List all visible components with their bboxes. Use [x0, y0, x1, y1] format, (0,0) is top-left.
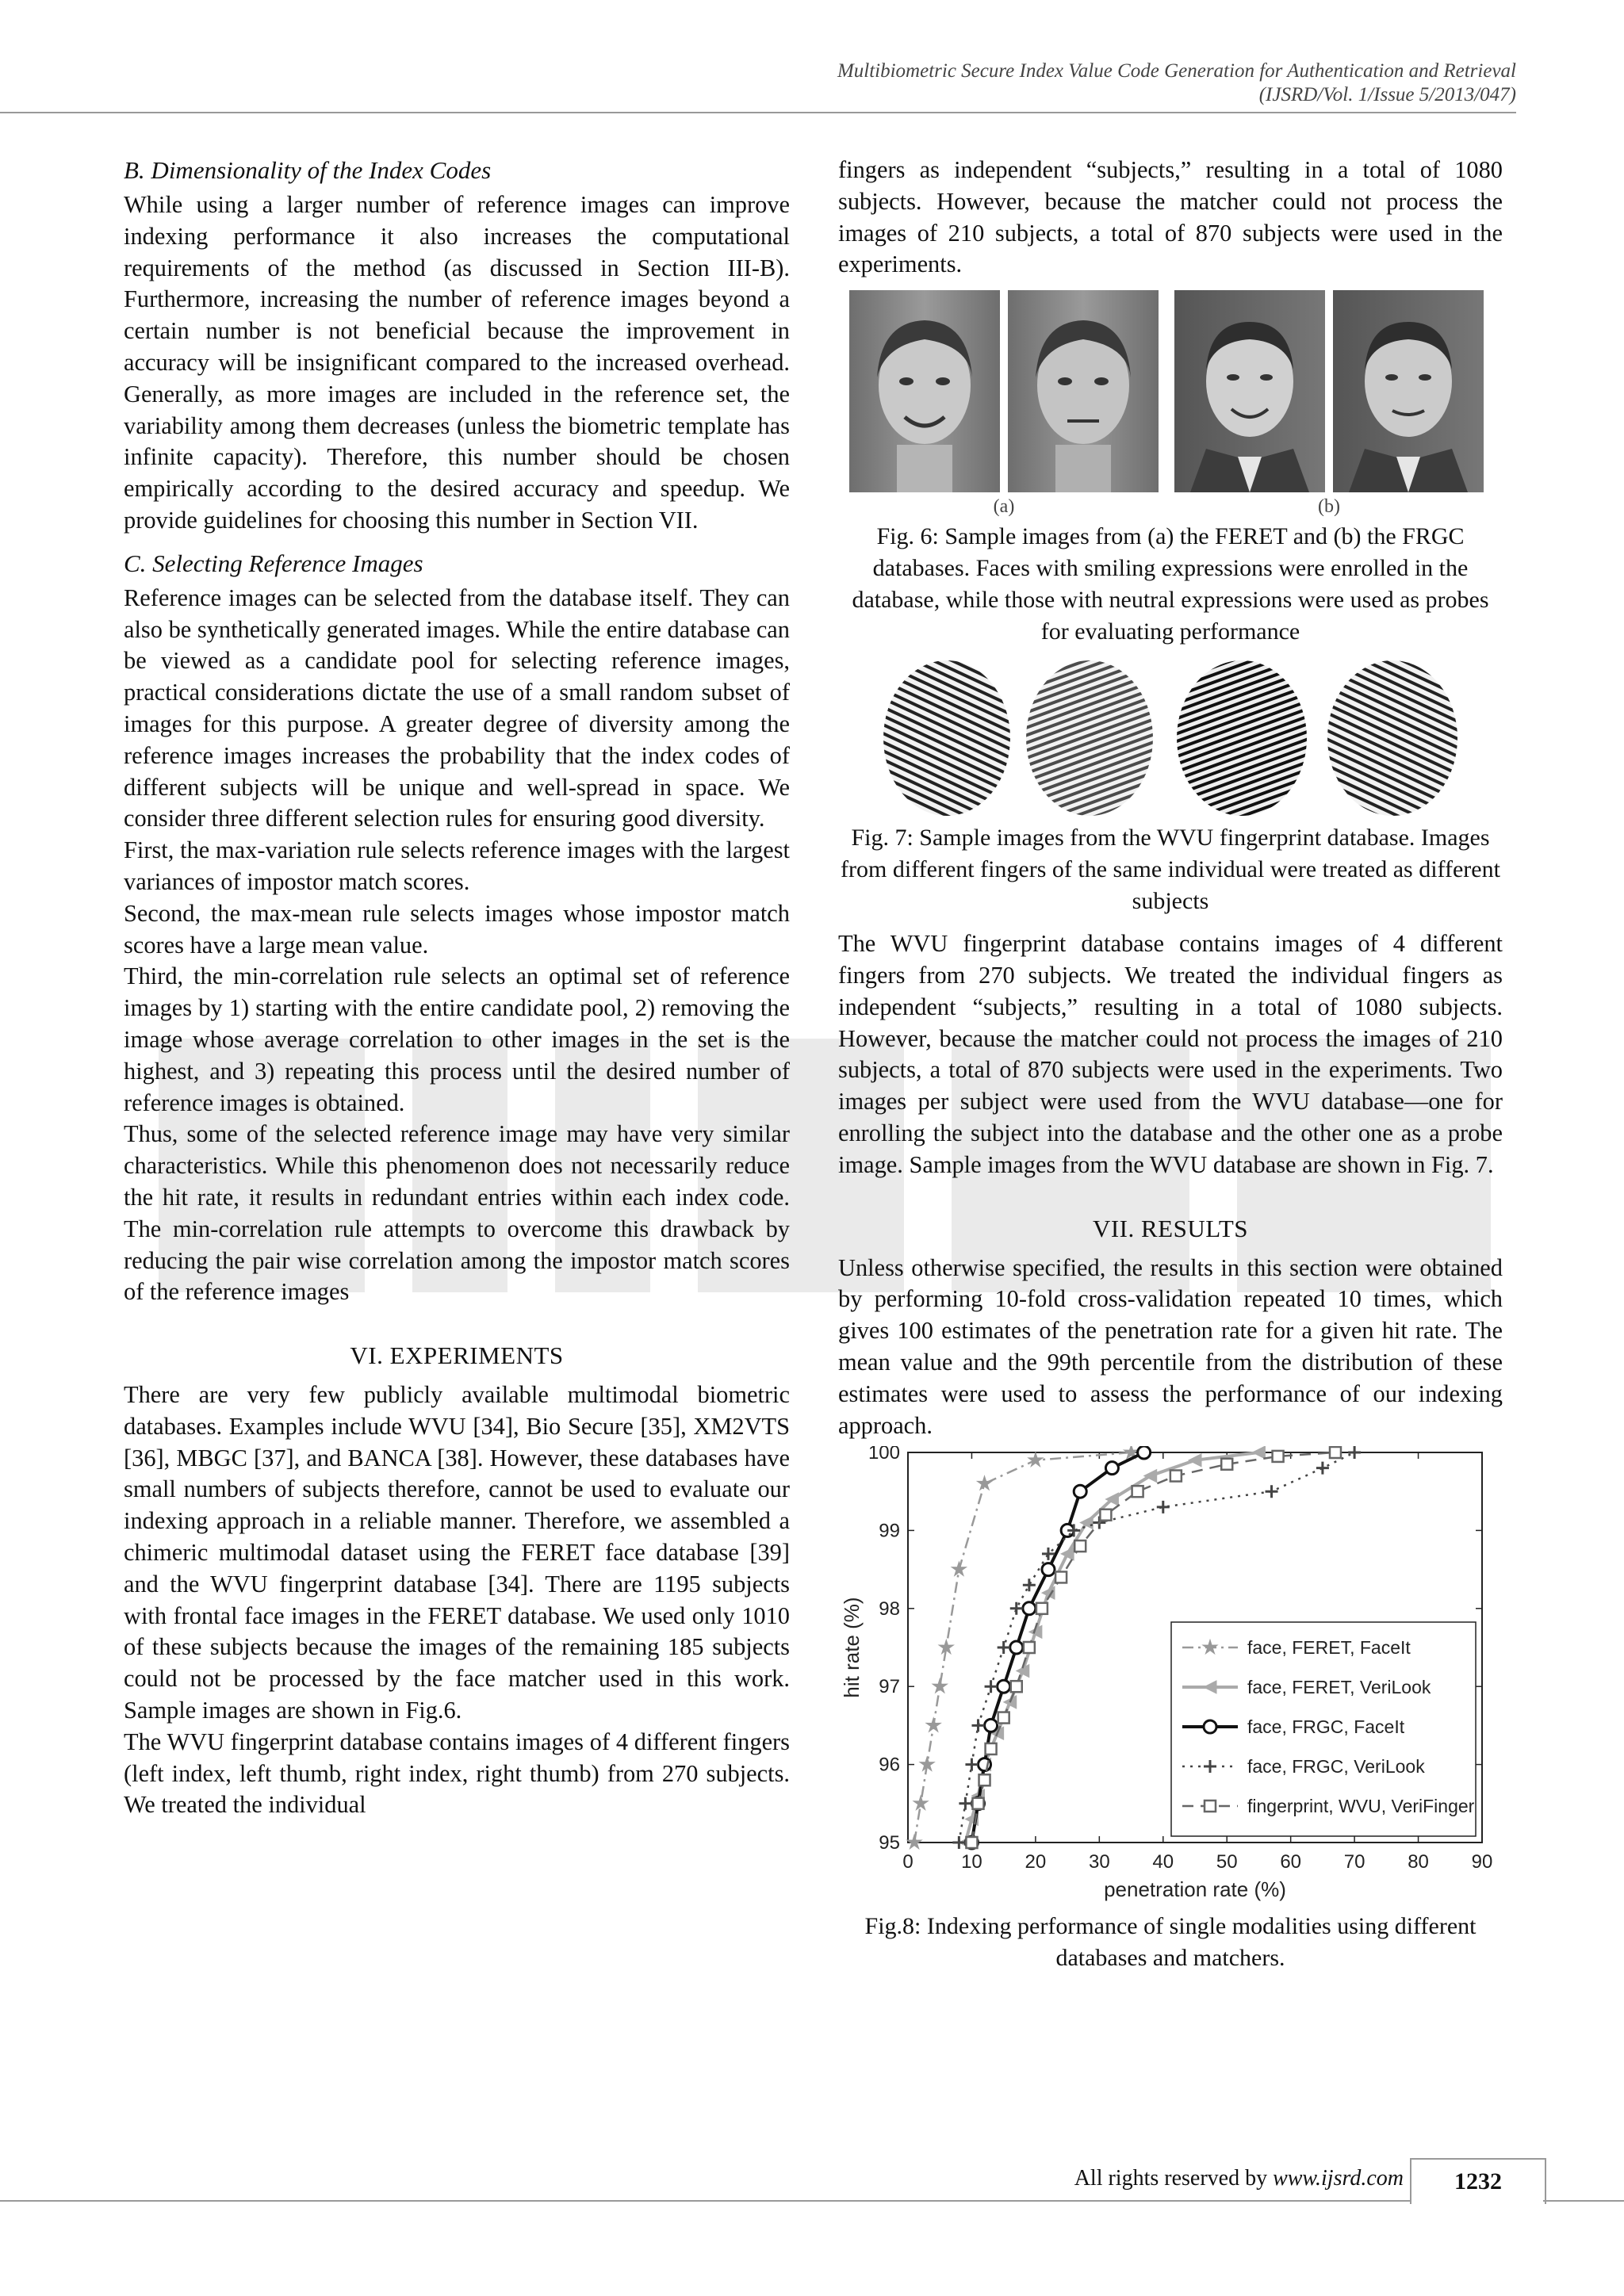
figure-7-caption: Fig. 7: Sample images from the WVU fingerprint database. Images from different fingers of the same individual were treated as different subjects	[841, 825, 1500, 915]
series-3-point	[1105, 1462, 1118, 1475]
wvu-paragraph: The WVU fingerprint database contains images of 4 different fingers from 270 subjects. We treated the individual fingers as independent “subjects,” resulting in a total of 1080 subjects. However, because the matcher could not process the images of 210 subjects, a total of 870 subjects were used in the experiments. Two images per subject were used from the WVU database—one for enrolling the subject into the database and the other one as a probe image. Sample images from the WVU database are shown in Fig. 7.	[838, 930, 1503, 1178]
series-5-point	[998, 1712, 1009, 1724]
header-divider	[0, 112, 1516, 113]
series-5-point	[1024, 1642, 1035, 1653]
legend-label-4: face, FRGC, VeriLook	[1247, 1756, 1425, 1777]
x-tick-label: 90	[1471, 1851, 1493, 1873]
series-5-point	[1100, 1510, 1111, 1521]
series-3-point	[1023, 1602, 1036, 1615]
x-axis-label: penetration rate (%)	[1104, 1877, 1286, 1902]
figure-6	[849, 290, 1492, 516]
x-tick-label: 10	[961, 1851, 982, 1873]
legend-label-5: fingerprint, WVU, VeriFinger	[1247, 1796, 1475, 1817]
series-5-point	[1132, 1487, 1143, 1498]
series-5-point	[1055, 1572, 1067, 1583]
figure-6-label-a: (a)	[993, 496, 1015, 517]
series-3-point	[1074, 1486, 1086, 1498]
footer-copyright	[1074, 2166, 1404, 2191]
series-5-point	[972, 1798, 983, 1809]
figure-6-label-b: (b)	[1318, 496, 1340, 517]
right-column	[838, 155, 1503, 1985]
figure-7	[877, 659, 1464, 817]
y-axis-label: hit rate (%)	[840, 1597, 864, 1698]
x-tick-label: 0	[902, 1851, 914, 1873]
series-5-point	[1221, 1459, 1232, 1470]
figure-8-caption: Fig.8: Indexing performance of single modalities using different databases and matchers.	[864, 1913, 1477, 1972]
legend-marker-3	[1204, 1720, 1216, 1733]
section-c-paragraph-3: Second, the max-mean rule selects images whose impostor match scores have a large mean value.	[124, 899, 790, 959]
face-frgc-neutral	[1333, 290, 1484, 492]
face-feret-neutral	[1008, 290, 1159, 492]
page-number: 1232	[1410, 2158, 1546, 2204]
series-5-point	[986, 1743, 997, 1755]
face-feret-smiling	[849, 290, 1000, 492]
x-tick-label: 60	[1280, 1851, 1302, 1873]
series-5-point	[966, 1837, 977, 1848]
series-3-point	[1042, 1563, 1055, 1576]
series-5-point	[1170, 1471, 1182, 1482]
fingerprint-1	[883, 660, 1010, 816]
legend-marker-5	[1205, 1800, 1216, 1812]
series-3-point	[1138, 1446, 1151, 1459]
series-3-point	[998, 1681, 1010, 1693]
fingerprint-2	[1026, 660, 1153, 816]
section-c-paragraph-1: Reference images can be selected from the database itself. They can also be synthetically generated images. While the entire database can be viewed as a candidate pool for selecting reference images, practical considerations dictate the use of a small random subset of images for this purpose. A greater degree of diversity among the reference images increases the probability that the index codes of different subjects will be unique and well-spread in space. We consider three different selection rules for ensuring good diversity.	[124, 584, 790, 832]
y-tick-label: 95	[879, 1832, 900, 1854]
x-tick-label: 70	[1343, 1851, 1365, 1873]
series-5-point	[1036, 1603, 1048, 1614]
y-tick-label: 98	[879, 1598, 900, 1621]
series-5-point	[1273, 1451, 1284, 1462]
x-tick-label: 40	[1152, 1851, 1174, 1873]
footer-site-link[interactable]: www.ijsrd.com	[1273, 2166, 1404, 2191]
series-3-point	[985, 1720, 998, 1732]
series-3-point	[979, 1758, 991, 1771]
legend-label-1: face, FERET, FaceIt	[1247, 1637, 1411, 1659]
series-3-point	[1010, 1641, 1023, 1654]
left-column	[124, 155, 790, 1821]
footer-divider-left	[0, 2200, 1410, 2202]
running-header-title: Multibiometric Secure Index Value Code Generation for Authentication and Retrieval	[837, 60, 1516, 82]
fingerprint-3	[1177, 660, 1307, 816]
footer-divider-right	[1543, 2200, 1624, 2202]
section-c-paragraph-4: Third, the min-correlation rule selects an optimal set of reference images by 1) starting with the entire candidate pool, 2) removing the image whose average correlation to other images in the set is the highest, and 3) repeating this process until the desired number of reference images is obtained.	[124, 962, 790, 1116]
x-tick-label: 50	[1216, 1851, 1238, 1873]
section-c-paragraph-2: First, the max-variation rule selects reference images with the largest variances of impostor match scores.	[124, 836, 790, 895]
continued-paragraph: fingers as independent “subjects,” resulting in a total of 1080 subjects. However, because the matcher could not process the images of 210 subjects, a total of 870 subjects were used in the experiments.	[838, 156, 1503, 278]
x-tick-label: 20	[1025, 1851, 1047, 1873]
legend-label-2: face, FERET, VeriLook	[1247, 1677, 1431, 1698]
legend-label-3: face, FRGC, FaceIt	[1247, 1716, 1405, 1738]
y-tick-label: 100	[868, 1446, 900, 1464]
series-5-point	[1074, 1540, 1086, 1552]
y-tick-label: 99	[879, 1520, 900, 1542]
face-frgc-smiling	[1174, 290, 1325, 492]
section-vi-title: VI. EXPERIMENTS	[350, 1341, 564, 1370]
y-tick-label: 97	[879, 1676, 900, 1698]
section-vii-paragraph: Unless otherwise specified, the results in this section were obtained by performing 10-fold cross-validation repeated 10 times, which gives 100 estimates of the penetration rate for a given hit rate. The mean value and the 99th percentile from the distribution of these estimates were used to assess the performance of our indexing approach.	[838, 1253, 1503, 1439]
section-b-title: B. Dimensionality of the Index Codes	[124, 156, 492, 184]
section-c-paragraph-5: Thus, some of the selected reference image may have very similar characteristics. While this phenomenon does not necessarily reduce the hit rate, it results in redundant entries within each index code. The min-correlation rule attempts to overcome this drawback by reducing the pair wise correlation among the impostor match scores of the reference images	[124, 1120, 790, 1306]
series-5-point	[979, 1775, 990, 1786]
fingerprint-4	[1327, 660, 1457, 816]
section-vi-paragraph-1: There are very few publicly available multimodal biometric databases. Examples include WVU [34], Bio Secure [35], XM2VTS [36], MBGC [37], and BANCA [38]. However, these databases have small numbers of subjects therefore, cannot be used to evaluate our indexing approach in a reliable manner. Therefore, we assembled a chimeric multimodal dataset using the FERET face database [39] and the WVU fingerprint database [34]. There are 1195 subjects with frontal face images in the FERET database. We used only 1010 of these subjects because the images of the remaining 185 subjects could not be processed by the face matcher used in this work. Sample images are shown in Fig.6.	[124, 1381, 790, 1724]
section-vi-paragraph-2: The WVU fingerprint database contains images of 4 different fingers (left index, left thumb, right index, right thumb) from 270 subjects. We treated the individual	[124, 1728, 790, 1819]
figure-6-face-images	[849, 290, 1492, 516]
section-c-title: C. Selecting Reference Images	[124, 549, 423, 577]
figure-6-caption: Fig. 6: Sample images from (a) the FERET and (b) the FRGC databases. Faces with smiling expressions were enrolled in the database, while those with neutral expressions were used as probes for evaluating performance	[852, 523, 1489, 645]
figure-8-chart	[838, 1446, 1503, 1914]
x-tick-label: 80	[1408, 1851, 1429, 1873]
section-b-paragraph: While using a larger number of reference images can improve indexing performance it also increases the computational requirements of the method (as discussed in Section III-B). Furthermore, increasing the number of reference images beyond a certain number is not beneficial because the improvement in accuracy will be insignificant compared to the increased overhead. Generally, as more images are included in the reference set, the variability among them decreases (unless the biometric template has infinite capacity). Therefore, this number should be chosen empirically according to the desired accuracy and speedup. We provide guidelines for choosing this number in Section VII.	[124, 191, 790, 534]
y-tick-label: 96	[879, 1754, 900, 1776]
figure-8	[838, 1446, 1503, 1914]
footer-prefix: All rights reserved by	[1074, 2166, 1274, 2191]
series-5-point	[1330, 1447, 1341, 1458]
figure-7-fingerprint-images	[877, 659, 1464, 817]
series-5-point	[1011, 1682, 1022, 1693]
running-header-volume: (IJSRD/Vol. 1/Issue 5/2013/047)	[1258, 84, 1516, 105]
x-tick-label: 30	[1088, 1851, 1110, 1873]
section-vii-title: VII. RESULTS	[1092, 1214, 1249, 1242]
